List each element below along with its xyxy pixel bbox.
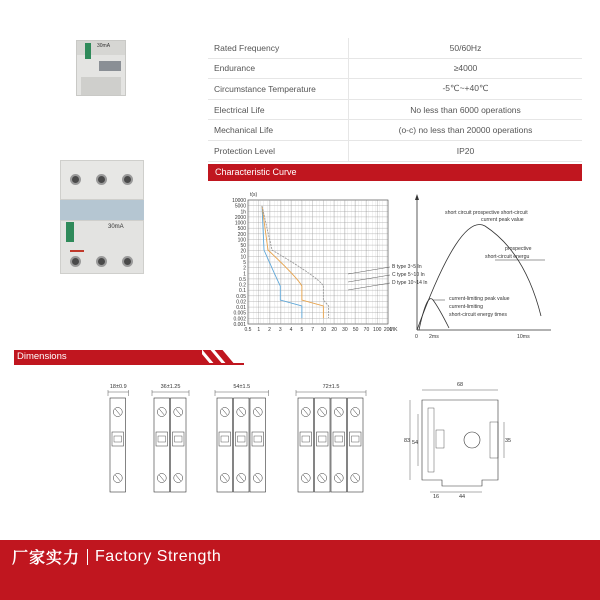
product-large-rating: 30mA — [108, 224, 124, 230]
characteristic-curve-chart — [208, 186, 428, 342]
x-tick-label: 0.5 — [244, 327, 252, 333]
spec-row — [208, 100, 582, 121]
y-tick-label: 5000 — [234, 203, 246, 210]
spec-value: No less than 6000 operations — [348, 100, 582, 120]
spec-row — [208, 38, 582, 59]
y-tick-label: 1 — [243, 271, 246, 278]
x-tick-label: 3 — [278, 327, 282, 333]
legend-pointer — [348, 283, 390, 290]
y-tick-label: 200 — [237, 231, 246, 238]
footer-title-cn: 厂家实力 — [12, 550, 81, 567]
spec-label: Circumstance Temperature — [214, 83, 316, 94]
y-tick-label: 10 — [240, 254, 246, 261]
y-tick-label: 50 — [240, 243, 246, 250]
energy-annotation: short circuit prospective short-circuit — [445, 210, 528, 216]
x-tick-label: 2ms — [429, 334, 439, 340]
side-right-label: 35 — [504, 438, 512, 444]
y-tick-label: 100 — [237, 237, 246, 244]
x-tick-label: 0 — [415, 334, 418, 340]
dimensions-drawing — [100, 376, 512, 500]
y-tick-label: 500 — [237, 226, 246, 233]
spec-value: ≥4000 — [348, 59, 582, 79]
energy-annotation: current-limiting peak value — [449, 296, 510, 302]
side-view-outline — [422, 400, 498, 486]
legend-label: C type 5~10 In — [392, 272, 425, 278]
legend-pointer — [348, 275, 390, 282]
y-tick-label: 0.002 — [233, 316, 246, 323]
spec-value: -5℃~+40℃ — [348, 79, 582, 99]
x-tick-label: 10 — [320, 327, 327, 333]
spec-value: 50/60Hz — [348, 38, 582, 58]
x-tick-label: 1 — [257, 327, 261, 333]
footer-title — [12, 545, 221, 568]
x-tick-label: 70 — [363, 327, 370, 333]
y-axis-label: t(s) — [250, 192, 258, 198]
side-width-label: 68 — [456, 382, 464, 388]
x-tick-label: 2 — [268, 327, 271, 333]
x-tick-label: 4 — [289, 327, 293, 333]
y-tick-label: 0.001 — [233, 322, 246, 328]
toggle-lever — [85, 43, 91, 59]
spec-label: Rated Frequency — [214, 42, 280, 53]
x-tick-label: 5 — [300, 327, 304, 333]
energy-annotation: short-circuit energy times — [449, 312, 507, 318]
y-tick-label: 1000 — [234, 220, 246, 227]
energy-annotation: prospective — [505, 246, 532, 252]
legend-pointer — [348, 267, 390, 274]
y-tick-label: 0.05 — [236, 293, 246, 300]
module-width-label: 36±1.25 — [160, 384, 181, 390]
energy-annotation: current-limiting — [449, 304, 484, 310]
spec-value: IP20 — [348, 141, 582, 161]
x-tick-label: 10ms — [517, 334, 530, 340]
side-bottom-label: 44 — [458, 494, 466, 500]
y-tick-label: 0.02 — [236, 299, 246, 306]
y-tick-label: 0.005 — [233, 310, 246, 317]
legend-label: D type 10~14 In — [392, 280, 428, 286]
energy-annotation: current peak value — [481, 217, 524, 223]
x-tick-label: 200 — [383, 327, 393, 333]
x-tick-label: 20 — [331, 327, 337, 333]
product-image-large — [60, 150, 144, 274]
y-tick-label: 1h — [240, 209, 246, 216]
x-axis-label: I/IK — [390, 327, 398, 333]
product-image-small — [76, 40, 126, 96]
toggle-lever — [66, 222, 74, 242]
y-tick-label: 2000 — [234, 214, 246, 221]
y-tick-label: 20 — [240, 248, 246, 255]
spec-label: Endurance — [214, 63, 256, 74]
footer-title-en: Factory Strength — [95, 547, 222, 565]
dimensions-header: Dimensions — [14, 350, 202, 363]
module-width-label: 72±1.5 — [322, 384, 340, 390]
x-tick-label: 50 — [352, 327, 359, 333]
y-tick-label: 0.5 — [239, 276, 246, 283]
spec-value: (o-c) no less than 20000 operations — [348, 120, 582, 140]
x-tick-label: 30 — [342, 327, 348, 333]
side-inner-label: 54 — [411, 440, 419, 446]
x-tick-label: 100 — [373, 327, 382, 333]
module-width-label: 18±0.9 — [109, 384, 127, 390]
spec-table — [208, 38, 582, 162]
y-tick-label: 2 — [243, 265, 246, 272]
spec-label: Protection Level — [214, 145, 275, 156]
x-tick-label: 7 — [311, 327, 315, 333]
y-tick-label: 0.2 — [239, 282, 246, 289]
y-tick-label: 0.01 — [236, 305, 246, 312]
side-height-label: 83 — [403, 438, 411, 444]
legend-label: B type 3~5 In — [392, 264, 422, 270]
characteristic-curve-header: Characteristic Curve — [208, 164, 582, 181]
product-small-rating: 30mA — [97, 43, 111, 49]
y-tick-label: 10000 — [232, 198, 246, 204]
energy-diagram — [405, 192, 555, 342]
side-bottom-left-label: 16 — [432, 494, 440, 500]
spec-label: Electrical Life — [214, 104, 265, 115]
y-tick-label: 5 — [243, 260, 246, 266]
spec-row — [208, 141, 582, 162]
energy-annotation: short-circuit energu — [485, 254, 530, 260]
spec-label: Mechanical Life — [214, 125, 274, 136]
spec-row — [208, 59, 582, 80]
spec-row — [208, 120, 582, 141]
module-width-label: 54±1.5 — [233, 384, 251, 390]
y-tick-label: 0.1 — [239, 288, 246, 295]
spec-row — [208, 79, 582, 100]
